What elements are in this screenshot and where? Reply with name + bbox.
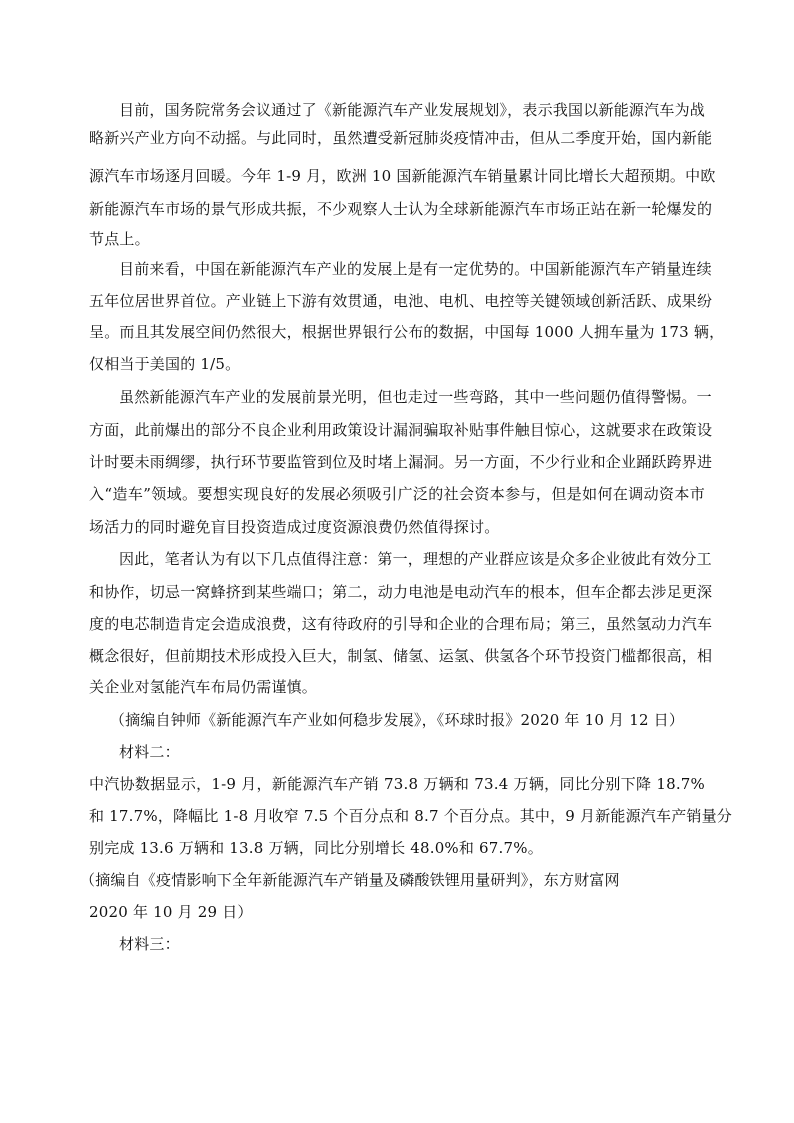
source-citation: （摘编自钟师《新能源汽车产业如何稳步发展》，《环球时报》2020 年 10 月 12 日） <box>109 711 685 729</box>
material-2-label: 材料二： <box>119 743 180 761</box>
paragraph-line: 入“造车”领域。要想实现良好的发展必须吸引广泛的社会资本参与，但是如何在调动资本市 <box>89 485 705 503</box>
paragraph-line: 度的电芯制造肯定会造成浪费，这有待政府的引导和企业的合理布局；第三，虽然氢动力汽车 <box>89 615 713 633</box>
paragraph-line: 仅相当于美国的 1/5。 <box>89 355 241 373</box>
source-citation-line: （摘编自《疫情影响下全年新能源汽车产销量及磷酸铁锂用量研判》，东方财富网 <box>80 871 620 889</box>
paragraph-line: 新能源汽车市场的景气形成共振，不少观察人士认为全球新能源汽车市场正站在新一轮爆发的 <box>89 200 713 218</box>
paragraph-line: 因此，笔者认为有以下几点值得注意：第一，理想的产业群应该是众多企业彼此有效分工 <box>119 550 712 568</box>
paragraph-line: 目前来看，中国在新能源汽车产业的发展上是有一定优势的。中国新能源汽车产销量连续 <box>119 260 712 278</box>
paragraph-line: 关企业对氢能汽车布局仍需谨慎。 <box>89 678 318 696</box>
paragraph-line: 源汽车市场逐月回暖。今年 1-9 月，欧洲 10 国新能源汽车销量累计同比增长大超预期。中欧 <box>89 167 716 185</box>
paragraph-line: 和 17.7%，降幅比 1-8 月收窄 7.5 个百分点和 8.7 个百分点。其中，9 月新能源汽车产销量分 <box>89 807 733 825</box>
paragraph-line: 目前，国务院常务会议通过了《新能源汽车产业发展规划》，表示我国以新能源汽车为战 <box>119 101 705 119</box>
paragraph-line: 五年位居世界首位。产业链上下游有效贯通，电池、电机、电控等关键领域创新活跃、成果纷 <box>89 292 713 310</box>
paragraph-line: 节点上。 <box>89 230 150 248</box>
paragraph-line: 计时要未雨绸缪，执行环节要监管到位及时堵上漏洞。另一方面，不少行业和企业踊跃跨界进 <box>89 453 713 471</box>
paragraph-line: 方面，此前爆出的部分不良企业利用政策设计漏洞骗取补贴事件触目惊心，这就要求在政策设 <box>89 421 713 439</box>
paragraph-line: 略新兴产业方向不动摇。与此同时，虽然遭受新冠肺炎疫情冲击，但从二季度开始，国内新能 <box>89 129 713 147</box>
source-citation-line: 2020 年 10 月 29 日） <box>89 903 253 921</box>
paragraph-line: 场活力的同时避免盲目投资造成过度资源浪费仍然值得探讨。 <box>89 518 500 536</box>
paragraph-line: 别完成 13.6 万辆和 13.8 万辆，同比分别增长 48.0%和 67.7%。 <box>89 839 543 857</box>
paragraph-line: 中汽协数据显示，1-9 月，新能源汽车产销 73.8 万辆和 73.4 万辆，同比分别下降 18.7% <box>89 775 705 793</box>
paragraph-line: 和协作，切忌一窝蜂挤到某些端口；第二，动力电池是电动汽车的根本，但车企都去涉足更深 <box>89 583 713 601</box>
paragraph-line: 虽然新能源汽车产业的发展前景光明，但也走过一些弯路，其中一些问题仍值得警惕。一 <box>119 388 712 406</box>
paragraph-line: 呈。而且其发展空间仍然很大，根据世界银行公布的数据，中国每 1000 人拥车量为 173 辆， <box>89 323 725 341</box>
material-3-label: 材料三： <box>119 935 180 953</box>
paragraph-line: 概念很好，但前期技术形成投入巨大，制氢、储氢、运氢、供氢各个环节投资门槛都很高，相 <box>89 647 713 665</box>
